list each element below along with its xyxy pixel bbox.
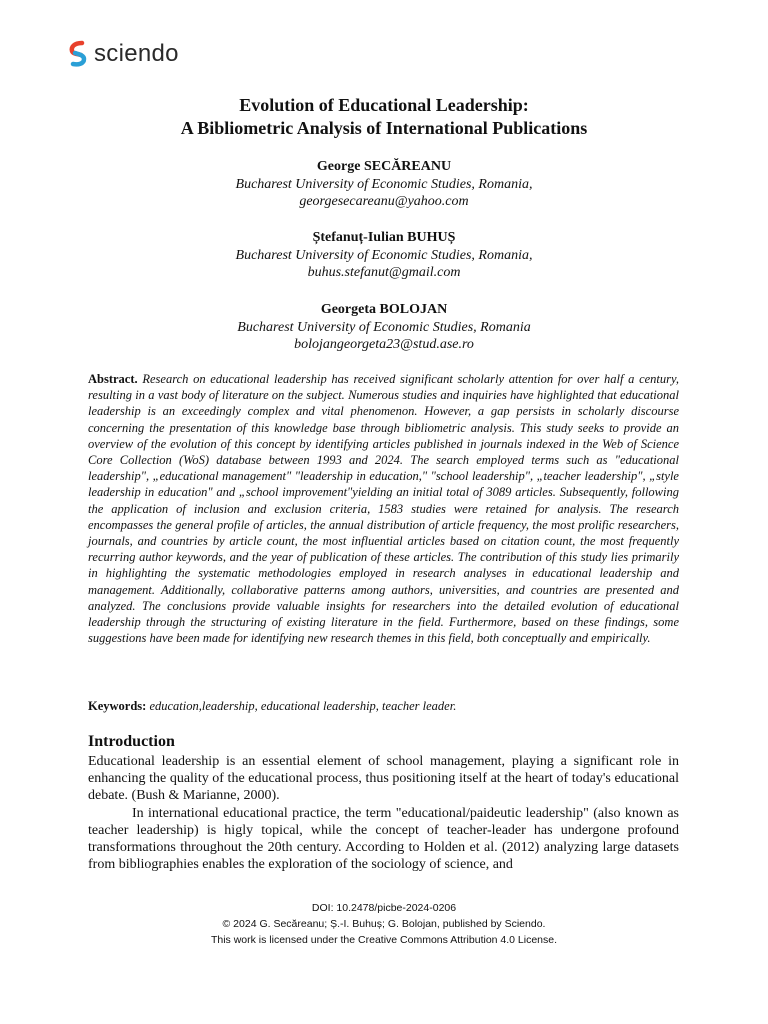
keywords-text: education,leadership, educational leadership, teacher leader. (149, 699, 457, 713)
paragraph: In international educational practice, the term "educational/paideutic leadership" (also known as teacher leadership) is higly topical, while the concept of teacher-leader has undergone profound transformations throughout the 20th century. According to Holden et al. (2012) analyzing large datasets from bibliographies enables the exploration of the sociology of science, and (88, 805, 679, 873)
introduction-body (88, 753, 679, 873)
abstract-label: Abstract. (88, 372, 138, 386)
section-heading-introduction: Introduction (88, 733, 175, 750)
page-footer (0, 900, 768, 948)
author-affiliation: Bucharest University of Economic Studies, Romania, (235, 176, 533, 192)
abstract (88, 371, 679, 646)
author-name: Georgeta BOLOJAN (320, 302, 448, 317)
author-name: George SECĂREANU (316, 159, 452, 174)
author-email[interactable]: bolojangeorgeta23@stud.ase.ro (294, 337, 474, 352)
publisher-logo (68, 40, 179, 68)
author-affiliation: Bucharest University of Economic Studies, Romania (237, 319, 531, 335)
abstract-text: Research on educational leadership has received significant scholarly attention for over half a century, resulting in a vast body of literature on the subject. Numerous studies and inquiries have highlighted that educational leadership is an exceedingly complex and vital phenomenon. However, a gap persists in scholarly discourse concerning the presentation of this knowledge base through bibliometric analysis. This study seeks to provide an overview of the evolution of this concept by identifying articles published in journals indexed in the Web of Science Core Collection (WoS) database between 1993 and 2024. The search employed terms such as "educational leadership", „educational management" "leadership in education," "school leadership", „teacher leadership", „style leadership in education" and „school improvement"yielding an initial total of 3089 articles. Subsequently, following the application of inclusion and exclusion criteria, 1583 studies were retained for analysis. The research encompasses the general profile of articles, the annual distribution of article frequency, the most prolific researchers, journals, and countries by article count, the most influential articles based on citation count, the most frequently recurring author keywords, and the year of publication of these articles. The contribution of this study lies primarily in highlighting the systematic methodologies employed in research analyses in educational leadership and management. Additionally, collaborative patterns among authors, universities, and countries are presented and analyzed. The conclusions provide valuable insights for researchers into the detailed evolution of educational leadership through the structuring of existing literature in the field. Furthermore, based on these findings, some suggestions have been made for identifying new research themes in this field, both conceptually and empirically. (88, 372, 680, 646)
keywords (88, 698, 679, 714)
sciendo-logo-icon (68, 40, 88, 68)
keywords-label: Keywords: (88, 699, 147, 713)
paragraph: Educational leadership is an essential element of school management, playing a significant role in enhancing the quality of the educational process, thus positioning itself at the heart of today's educational debate. (Bush & Marianne, 2000). (88, 754, 679, 804)
doi-text[interactable]: DOI: 10.2478/picbe-2024-0206 (311, 902, 457, 914)
author-block (0, 229, 768, 282)
author-affiliation: Bucharest University of Economic Studies, Romania, (235, 247, 533, 263)
logo-wordmark: sciendo (94, 40, 179, 67)
author-block (0, 301, 768, 354)
author-name: Ștefanuț-Iulian BUHUȘ (312, 230, 456, 245)
license-text: This work is licensed under the Creative Commons Attribution 4.0 License. (210, 934, 558, 946)
copyright-text: © 2024 G. Secăreanu; Ș.-I. Buhuș; G. Bolojan, published by Sciendo. (222, 918, 546, 930)
author-block (0, 158, 768, 211)
author-email[interactable]: georgesecareanu@yahoo.com (299, 194, 469, 209)
author-email[interactable]: buhus.stefanut@gmail.com (307, 265, 461, 280)
title-line-2: A Bibliometric Analysis of International Publications (180, 118, 588, 138)
paper-title (0, 94, 768, 140)
title-line-1: Evolution of Educational Leadership: (239, 95, 529, 115)
